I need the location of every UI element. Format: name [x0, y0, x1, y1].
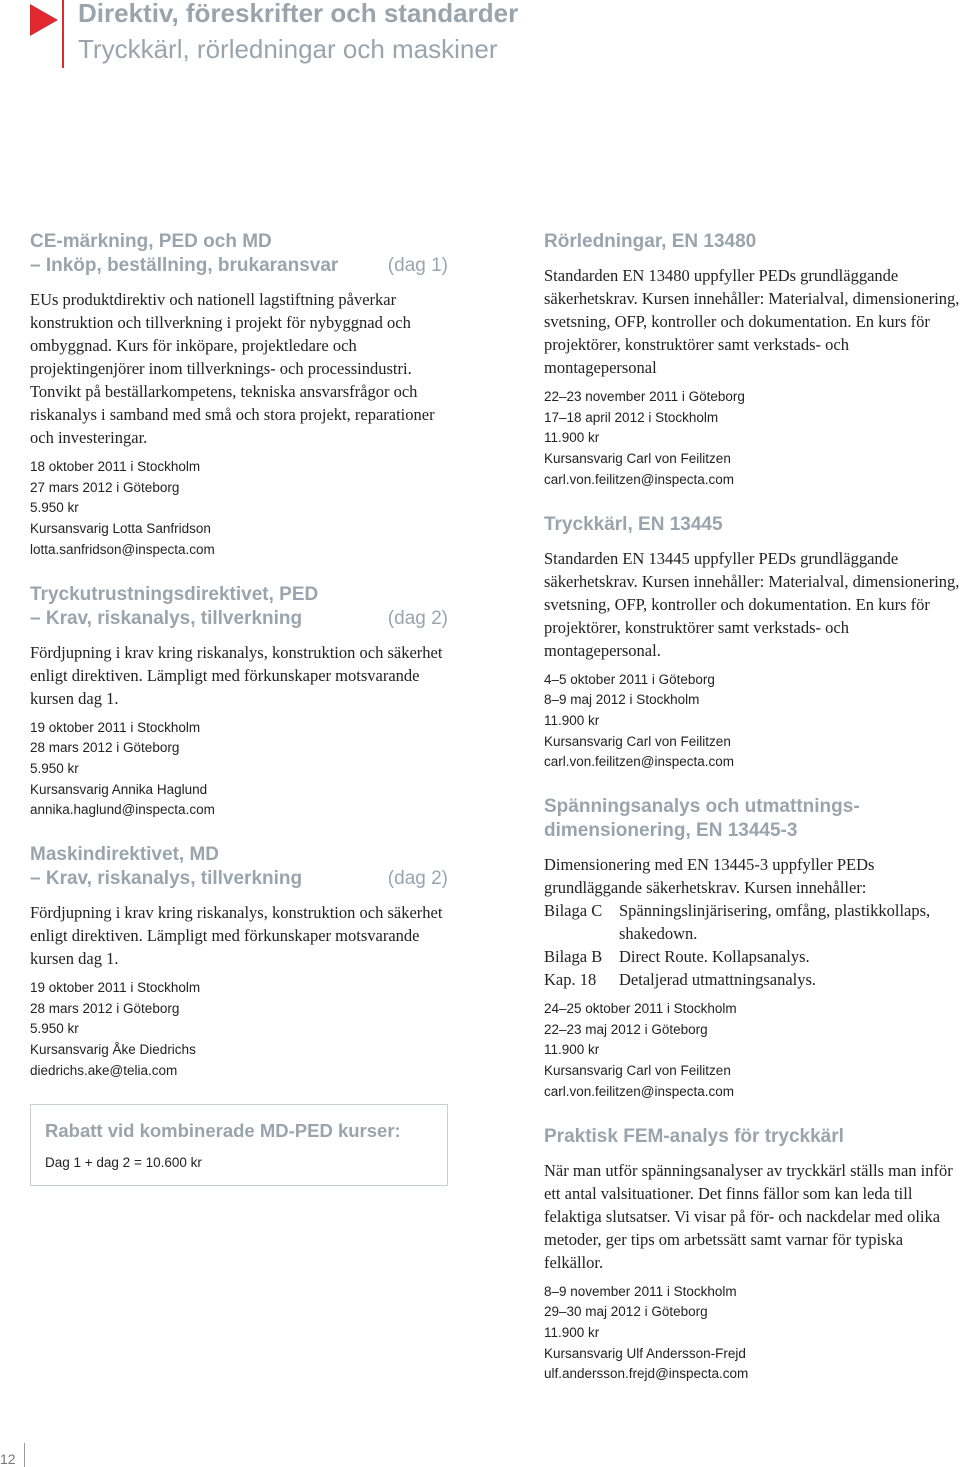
course-fem-analysis: [544, 1125, 960, 1386]
course-en13445: [544, 513, 960, 774]
course-price: 11.900 kr: [544, 1042, 600, 1058]
annex-key: Bilaga C: [544, 901, 603, 921]
course-description: Standarden EN 13480 uppfyller PEDs grundläggande säkerhetskrav. Kursen innehåller: Materialval, dimensionering, svetsning, OFP, kontroller och dokumentation. En kurs för projektörer, konstruktörer samt verkstads- och montagepersonal: [544, 266, 960, 377]
red-triangle-icon: [30, 4, 58, 36]
course-date-2: 28 mars 2012 i Göteborg: [30, 740, 180, 756]
course-subtitle-row: [30, 867, 448, 891]
course-contact: Kursansvarig Annika Haglund: [30, 781, 208, 797]
course-contact: Kursansvarig Carl von Feilitzen: [544, 451, 731, 467]
course-email: diedrichs.ake@telia.com: [30, 1062, 178, 1078]
course-date-1: 19 oktober 2011 i Stockholm: [30, 980, 201, 996]
header-divider: [62, 0, 64, 68]
course-stress-analysis: [544, 795, 960, 1103]
course-day: (dag 2): [387, 607, 448, 629]
page-title: Direktiv, föreskrifter och standarder: [78, 0, 519, 28]
course-intro: Dimensionering med EN 13445-3 uppfyller PEDs grundläggande säkerhetskrav. Kursen innehåller:: [544, 855, 875, 898]
annex-row: [544, 945, 960, 968]
course-price: 5.950 kr: [30, 500, 79, 516]
course-description: Fördjupning i krav kring riskanalys, konstruktion och säkerhet enligt direktiven. Lämpligt med förkunskaper motsvarande kursen dag 1.: [30, 642, 443, 708]
course-email: ulf.andersson.frejd@inspecta.com: [544, 1366, 749, 1382]
annex-row: [544, 899, 960, 945]
course-date-2: 17–18 april 2012 i Stockholm: [544, 409, 719, 425]
course-description: Standarden EN 13445 uppfyller PEDs grundläggande säkerhetskrav. Kursen innehåller: Materialval, dimensionering, svetsning, OFP, kontroller och dokumentation. En kurs för projektörer, konstruktörer samt verkstads- och montagepersonal.: [544, 548, 960, 660]
course-info: [30, 718, 448, 822]
course-info: [544, 999, 960, 1103]
course-date-1: 8–9 november 2011 i Stockholm: [544, 1283, 737, 1299]
right-column: [544, 230, 960, 1407]
course-subtitle-row: [30, 254, 448, 278]
course-email: carl.von.feilitzen@inspecta.com: [544, 1083, 735, 1099]
course-date-1: 22–23 november 2011 i Göteborg: [544, 389, 745, 404]
course-info: [544, 1282, 960, 1386]
course-email: carl.von.feilitzen@inspecta.com: [544, 471, 735, 487]
course-subtitle: – Krav, riskanalys, tillverkning: [30, 607, 303, 629]
course-description: När man utför spänningsanalyser av tryckkärl ställs man inför ett antal valsituationer. Det finns fällor som kan leda till felaktiga slutsatser. Vi visar på för- och nackdelar med olika metoder, ger tips om arbetssätt samt varnar för typiska felkällor.: [544, 1160, 953, 1272]
page-number-divider: [24, 1443, 25, 1467]
annex-value: Spänningslinjärisering, omfång, plastikkollaps, shakedown.: [619, 901, 931, 944]
course-info: [544, 670, 960, 774]
course-day: (dag 2): [387, 868, 448, 890]
course-date-2: 28 mars 2012 i Göteborg: [30, 1000, 180, 1016]
course-contact: Kursansvarig Carl von Feilitzen: [544, 1063, 731, 1079]
course-email: carl.von.feilitzen@inspecta.com: [544, 754, 735, 770]
annex-key: Kap. 18: [544, 970, 597, 990]
course-ped: [30, 583, 448, 822]
course-price: 11.900 kr: [544, 1324, 600, 1340]
course-title: Tryckkärl, EN 13445: [544, 513, 723, 535]
course-date-2: 29–30 maj 2012 i Göteborg: [544, 1304, 708, 1320]
discount-title: Rabatt vid kombinerade MD-PED kurser:: [45, 1119, 401, 1141]
course-email: annika.haglund@inspecta.com: [30, 802, 215, 818]
annex-value: Direct Route. Kollapsanalys.: [619, 947, 810, 967]
course-subtitle-row: [30, 607, 448, 631]
course-subtitle: – Krav, riskanalys, tillverkning: [30, 868, 303, 890]
course-en13480: [544, 230, 960, 491]
annex-row: [544, 968, 960, 991]
annex-key: Bilaga B: [544, 947, 603, 967]
course-contact: Kursansvarig Carl von Feilitzen: [544, 733, 731, 749]
course-email: lotta.sanfridson@inspecta.com: [30, 541, 215, 557]
course-contact: Kursansvarig Ulf Andersson-Frejd: [544, 1345, 746, 1361]
course-ce-marking: [30, 230, 448, 561]
course-description: [544, 853, 960, 991]
course-price: 11.900 kr: [544, 430, 600, 446]
course-title: Rörledningar, EN 13480: [544, 231, 757, 252]
course-date-2: 8–9 maj 2012 i Stockholm: [544, 692, 700, 708]
course-date-1: 18 oktober 2011 i Stockholm: [30, 459, 201, 474]
left-column: [30, 230, 448, 1186]
course-date-2: 22–23 maj 2012 i Göteborg: [544, 1021, 708, 1037]
course-title: Tryckutrustningsdirektivet, PED: [30, 583, 319, 605]
course-title: Praktisk FEM-analys för tryckkärl: [544, 1125, 844, 1147]
page-number: 12: [0, 1451, 16, 1467]
course-subtitle: – Inköp, beställning, brukaransvar: [30, 255, 339, 276]
course-title: Spänningsanalys och utmattnings-: [544, 796, 860, 818]
course-date-1: 24–25 oktober 2011 i Stockholm: [544, 1001, 737, 1017]
course-date-1: 19 oktober 2011 i Stockholm: [30, 719, 201, 735]
page-header: [30, 0, 930, 70]
course-title-cont: dimensionering, EN 13445-3: [544, 820, 798, 842]
course-info: [30, 457, 448, 561]
course-title: CE-märkning, PED och MD: [30, 231, 272, 252]
course-date-1: 4–5 oktober 2011 i Göteborg: [544, 671, 715, 687]
course-info: [30, 978, 448, 1082]
course-description: EUs produktdirektiv och nationell lagstiftning påverkar konstruktion och tillverkning i projekt för nybyggnad och ombyggnad. Kurs för inköpare, projektledare och projektingenjörer inom tillverknings- och processindustri. Tonvikt på beställarkompetens, tekniska ansvarsfrågor och riskanalys i samband med små och stora projekt, reparationer och investeringar.: [30, 290, 435, 447]
discount-text: Dag 1 + dag 2 = 10.600 kr: [45, 1154, 202, 1170]
course-price: 5.950 kr: [30, 1021, 79, 1037]
course-price: 11.900 kr: [544, 712, 600, 728]
course-day: (dag 1): [387, 255, 448, 276]
course-md: [30, 843, 448, 1082]
page-subtitle: Tryckkärl, rörledningar och maskiner: [78, 34, 498, 64]
course-contact: Kursansvarig Åke Diedrichs: [30, 1042, 196, 1058]
course-date-2: 27 mars 2012 i Göteborg: [30, 479, 180, 495]
course-price: 5.950 kr: [30, 760, 79, 776]
course-info: [544, 387, 960, 491]
course-description: Fördjupning i krav kring riskanalys, konstruktion och säkerhet enligt direktiven. Lämpligt med förkunskaper motsvarande kursen dag 1.: [30, 903, 443, 969]
discount-box: [30, 1104, 448, 1187]
course-contact: Kursansvarig Lotta Sanfridson: [30, 521, 211, 537]
course-title: Maskindirektivet, MD: [30, 844, 219, 866]
annex-value: Detaljerad utmattningsanalys.: [619, 970, 817, 990]
